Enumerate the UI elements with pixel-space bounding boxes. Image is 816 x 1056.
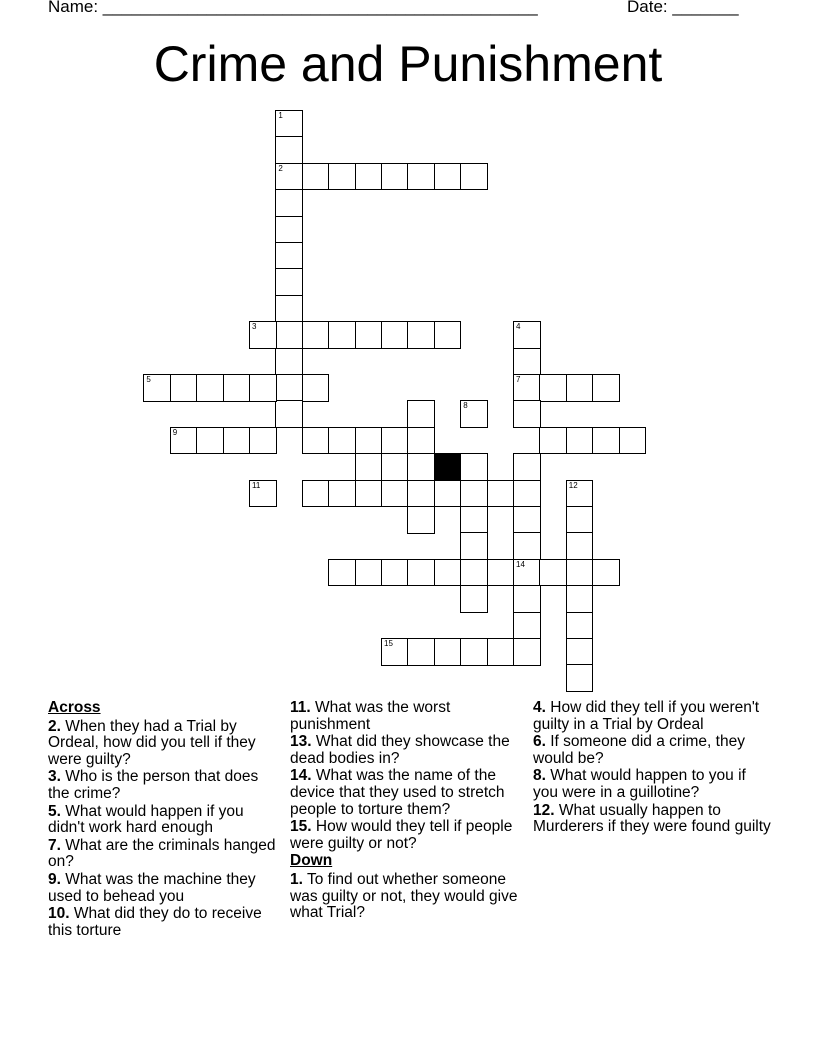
clue-number-label: 12 — [568, 480, 578, 490]
clue-number: 12. — [533, 801, 555, 819]
clue-number-label: 9 — [172, 427, 178, 437]
clue-number-label: 8 — [463, 401, 468, 411]
crossword-cell[interactable] — [407, 480, 435, 508]
crossword-cell[interactable] — [381, 321, 409, 349]
down-heading: Down — [290, 852, 333, 870]
crossword-cell[interactable] — [592, 374, 620, 402]
clue-number-label: 1 — [278, 111, 283, 120]
crossword-cell[interactable] — [513, 559, 541, 587]
clue-number: 15. — [290, 818, 312, 836]
crossword-cell[interactable] — [355, 163, 383, 191]
across-clue-11 — [290, 700, 526, 733]
clue-number: 10. — [48, 905, 70, 923]
crossword-cell[interactable] — [275, 163, 303, 191]
crossword-cell[interactable] — [434, 163, 462, 191]
crossword-cell[interactable] — [328, 427, 356, 455]
across-heading: Across — [48, 699, 101, 716]
clue-number-label: 15 — [384, 639, 393, 648]
crossword-cell[interactable] — [513, 480, 541, 508]
crossword-cell[interactable] — [539, 374, 567, 402]
crossword-cell[interactable] — [460, 506, 488, 534]
crossword-cell[interactable] — [275, 321, 303, 349]
crossword-cell[interactable] — [381, 559, 409, 587]
crossword-cell[interactable] — [513, 585, 541, 613]
clue-number-label: 11 — [252, 480, 261, 490]
crossword-cell[interactable] — [355, 559, 383, 587]
crossword-cell[interactable] — [328, 559, 356, 587]
clue-number: 2. — [48, 717, 61, 735]
down-clue-1 — [290, 872, 526, 922]
across-clue-2 — [48, 719, 283, 769]
crossword-cell[interactable] — [566, 480, 594, 508]
crossword-cell[interactable] — [355, 453, 383, 481]
crossword-cell[interactable] — [513, 612, 541, 640]
crossword-cell[interactable] — [170, 374, 198, 402]
clue-number: 14. — [290, 767, 312, 785]
crossword-cell[interactable] — [328, 480, 356, 508]
crossword-cell[interactable] — [275, 242, 303, 270]
clue-number-label: 3 — [252, 322, 257, 332]
crossword-cell[interactable] — [513, 453, 541, 481]
crossword-cell[interactable] — [592, 427, 620, 455]
crossword-cell[interactable] — [223, 374, 251, 402]
crossword-cell[interactable] — [566, 532, 594, 560]
across-clue-14 — [290, 768, 526, 818]
crossword-cell[interactable] — [275, 268, 303, 296]
crossword-cell[interactable] — [302, 374, 330, 402]
crossword-cell[interactable] — [302, 321, 330, 349]
clue-number: 8. — [533, 767, 546, 785]
clues-column-1 — [48, 700, 283, 940]
crossword-cell[interactable] — [328, 163, 356, 191]
date-field-label: Date: _______ — [627, 0, 739, 16]
crossword-cell[interactable] — [302, 427, 330, 455]
crossword-cell[interactable] — [249, 321, 277, 349]
crossword-cell[interactable] — [513, 400, 541, 428]
clue-text: How would they tell if people were guilty or not? — [290, 818, 513, 852]
crossword-cell[interactable] — [381, 638, 409, 666]
down-clue-6 — [533, 734, 773, 767]
crossword-cell[interactable] — [407, 321, 435, 349]
crossword-cell[interactable] — [407, 400, 435, 428]
crossword-cell[interactable] — [566, 638, 594, 666]
across-clue-9 — [48, 872, 283, 905]
clue-text: What was the name of the device that they used to stretch people to torture them? — [290, 767, 505, 818]
crossword-cell[interactable] — [275, 295, 303, 323]
name-field-label: Name: ______________________________________________ — [48, 0, 538, 16]
crossword-cell[interactable] — [407, 427, 435, 455]
across-clue-13 — [290, 734, 526, 767]
crossword-cell[interactable] — [460, 559, 488, 587]
clue-number-label: 2 — [278, 163, 283, 173]
clue-number: 1. — [290, 870, 303, 888]
clue-text: Who is the person that does the crime? — [48, 768, 259, 802]
clue-text: When they had a Trial by Ordeal, how did you tell if they were guilty? — [48, 717, 256, 768]
clue-text: If someone did a crime, they would be? — [533, 733, 745, 767]
crossword-cell[interactable] — [539, 427, 567, 455]
crossword-cell[interactable] — [196, 374, 224, 402]
clue-number-label: 5 — [146, 375, 151, 384]
crossword-cell[interactable] — [275, 400, 303, 428]
crossword-cell[interactable] — [513, 638, 541, 666]
crossword-cell[interactable] — [460, 163, 488, 191]
crossword-cell[interactable] — [275, 216, 303, 244]
crossword-cell[interactable] — [566, 559, 594, 587]
crossword-cell[interactable] — [223, 427, 251, 455]
crossword-cell[interactable] — [407, 163, 435, 191]
crossword-cell[interactable] — [592, 559, 620, 587]
crossword-cell[interactable] — [249, 374, 277, 402]
clue-number: 7. — [48, 836, 61, 854]
clue-text: What did they do to receive this torture — [48, 905, 262, 939]
down-clue-12 — [533, 803, 773, 836]
crossword-cell[interactable] — [355, 321, 383, 349]
clue-text: To find out whether someone was guilty or not, they would give what Trial? — [290, 870, 518, 922]
clue-number: 4. — [533, 699, 546, 716]
crossword-cell[interactable] — [619, 427, 647, 455]
clue-text: What usually happen to Murderers if they were found guilty — [533, 801, 771, 836]
clue-text: How did they tell if you weren't guilty in a Trial by Ordeal — [533, 699, 760, 733]
crossword-cell[interactable] — [275, 136, 303, 164]
crossword-cell[interactable] — [566, 506, 594, 534]
clue-text: What was the worst punishment — [290, 699, 451, 733]
clue-text: What did they showcase the dead bodies in? — [290, 733, 510, 767]
across-clue-10 — [48, 906, 283, 939]
crossword-cell[interactable] — [143, 374, 171, 402]
crossword-cell[interactable] — [487, 480, 515, 508]
crossword-cell[interactable] — [566, 585, 594, 613]
crossword-cell[interactable] — [434, 480, 462, 508]
clue-number: 9. — [48, 870, 61, 888]
crossword-cell[interactable] — [302, 480, 330, 508]
crossword-cell[interactable] — [170, 427, 198, 455]
clue-text: What was the machine they used to behead you — [48, 870, 256, 905]
crossword-cell[interactable] — [302, 163, 330, 191]
crossword-cell[interactable] — [381, 427, 409, 455]
crossword-cell[interactable] — [434, 638, 462, 666]
crossword-cell[interactable] — [407, 506, 435, 534]
crossword-cell[interactable] — [539, 559, 567, 587]
page-title: Crime and Punishment — [153, 36, 663, 92]
crossword-cell[interactable] — [487, 638, 515, 666]
crossword-cell[interactable] — [513, 532, 541, 560]
crossword-cell[interactable] — [275, 110, 303, 138]
crossword-cell[interactable] — [407, 638, 435, 666]
crossword-cell[interactable] — [460, 638, 488, 666]
crossword-cell[interactable] — [249, 427, 277, 455]
across-clue-5 — [48, 804, 283, 837]
crossword-cell[interactable] — [196, 427, 224, 455]
crossword-cell[interactable] — [249, 480, 277, 508]
clue-text: What would happen if you didn't work hard enough — [48, 802, 244, 837]
clue-number: 6. — [533, 733, 546, 751]
crossword-cell[interactable] — [566, 664, 594, 692]
crossword-cell[interactable] — [355, 480, 383, 508]
across-clue-7 — [48, 838, 283, 871]
across-clue-15 — [290, 819, 526, 852]
crossword-cell[interactable] — [355, 427, 383, 455]
crossword-cell[interactable] — [487, 559, 515, 587]
crossword-cell[interactable] — [275, 348, 303, 376]
crossword-cell[interactable] — [513, 321, 541, 349]
clue-number: 3. — [48, 768, 61, 786]
crossword-black-cell — [434, 453, 462, 481]
crossword-cell[interactable] — [434, 321, 462, 349]
crossword-cell[interactable] — [566, 612, 594, 640]
crossword-cell[interactable] — [381, 163, 409, 191]
crossword-cell[interactable] — [275, 189, 303, 217]
down-clue-8 — [533, 768, 773, 801]
crossword-cell[interactable] — [566, 374, 594, 402]
crossword-cell[interactable] — [513, 348, 541, 376]
clue-number: 5. — [48, 802, 61, 820]
crossword-cell[interactable] — [381, 480, 409, 508]
clue-number: 11. — [290, 699, 311, 716]
clues-column-3 — [533, 700, 773, 837]
crossword-cell[interactable] — [434, 559, 462, 587]
crossword-cell[interactable] — [275, 374, 303, 402]
clue-number: 13. — [290, 733, 312, 751]
crossword-cell[interactable] — [513, 506, 541, 534]
crossword-cell[interactable] — [460, 532, 488, 560]
down-clue-4 — [533, 700, 773, 733]
crossword-cell[interactable] — [513, 374, 541, 402]
crossword-cell[interactable] — [566, 427, 594, 455]
crossword-cell[interactable] — [460, 400, 488, 428]
crossword-cell[interactable] — [460, 480, 488, 508]
crossword-cell[interactable] — [460, 453, 488, 481]
crossword-cell[interactable] — [407, 559, 435, 587]
clue-number-label: 7 — [516, 375, 521, 384]
crossword-cell[interactable] — [407, 453, 435, 481]
clue-text: What would happen to you if you were in a guillotine? — [533, 767, 746, 801]
clue-text: What are the criminals hanged on? — [48, 836, 276, 871]
clues-column-2 — [290, 700, 526, 923]
crossword-cell[interactable] — [328, 321, 356, 349]
clue-number-label: 14 — [516, 559, 525, 569]
clue-number-label: 4 — [516, 322, 521, 332]
across-clue-3 — [48, 769, 283, 802]
crossword-cell[interactable] — [460, 585, 488, 613]
